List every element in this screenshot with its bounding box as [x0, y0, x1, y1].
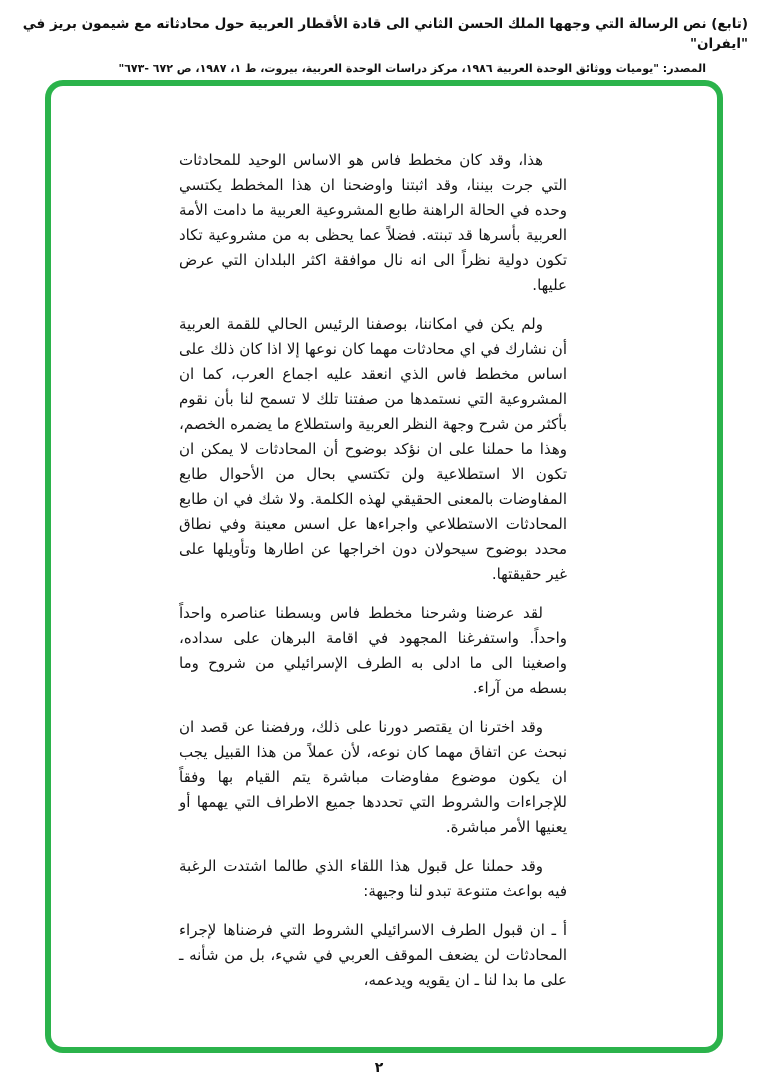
header-source: المصدر: "يوميات ووثائق الوحدة العربية ١٩٨٦، مركز دراسات الوحدة العربية، بيروت، ط ١، ١٩٨٧، ص ٦٧٢ -٦٧٣": [118, 61, 706, 75]
paragraph: هذا، وقد كان مخطط فاس هو الاساس الوحيد للمحادثات التي جرت بيننا، وقد اثبتنا واوضحنا ان هذا المخطط يكتسي وحده في الحالة الراهنة طابع المشروعية العربية ما دامت الأمة العربية بأسرها قد تبنته. فضلاً عما يحظى به من مشروعية تكاد تكون دولية نظراً الى انه نال موافقة اكثر البلدان التي عرض عليها.: [179, 151, 567, 294]
letter-body: [179, 148, 567, 1007]
page-border-frame: [45, 80, 723, 1053]
paragraph: لقد عرضنا وشرحنا مخطط فاس وبسطنا عناصره واحداً واحداً. واستفرغنا المجهود في اقامة البرهان على سداده، واصغينا الى ما ادلى به الطرف الإسرائيلي من شروح وما بسطه من آراء.: [179, 604, 567, 697]
paragraph-list-item-a: أ ـ ان قبول الطرف الاسرائيلي الشروط التي فرضناها لإجراء المحادثات لن يضعف الموقف العربي في شيء، بل من شأنه ـ على ما بدا لنا ـ ان يقويه ويدعمه،: [179, 921, 567, 989]
paragraph: وقد حملنا عل قبول هذا اللقاء الذي طالما اشتدت الرغبة فيه بواعث متنوعة تبدو لنا وجيهة:: [179, 857, 567, 900]
document-header: [0, 0, 758, 75]
paragraph: ولم يكن في امكاننا، بوصفنا الرئيس الحالي للقمة العربية أن نشارك في اي محادثات مهما كان نوعها إلا اذا كان ذلك على اساس مخطط فاس الذي انعقد عليه اجماع العرب، كما ان المشروعية التي نستمدها من صفتنا تلك لا تسمح لنا بأن نقوم بأكثر من شرح وجهة النظر العربية واستطلاع ما يضمره الخصم، وهذا ما حملنا على ان نؤكد بوضوح أن المحادثات لا يمكن ان تكون الا استطلاعية ولن تكتسي بحال من الأحوال طابع المفاوضات بالمعنى الحقيقي لهذه الكلمة. ولا شك في ان طابع المحادثات الاستطلاعي واجراءها عل اسس معينة وفي نطاق محدد بوضوح سيحولان دون اخراجها عن اطارها وتأويلها على غير حقيقتها.: [179, 315, 567, 583]
header-title: (تابع) نص الرسالة التي وجهها الملك الحسن الثاني الى قادة الأقطار العربية حول محادثاته مع شيمون بريز في "ايفران": [22, 16, 748, 53]
paragraph: وقد اخترنا ان يقتصر دورنا على ذلك، ورفضنا عن قصد ان نبحث عن اتفاق مهما كان نوعه، لأن عملاً من هذا القبيل يجب ان يكون موضوع مفاوضات مباشرة يتم القيام بها وفقاً للإجراءات والشروط التي تحددها جميع الاطراف التي يهمها أو يعنيها الأمر مباشرة.: [179, 718, 567, 836]
page-number: ٢: [374, 1060, 384, 1076]
